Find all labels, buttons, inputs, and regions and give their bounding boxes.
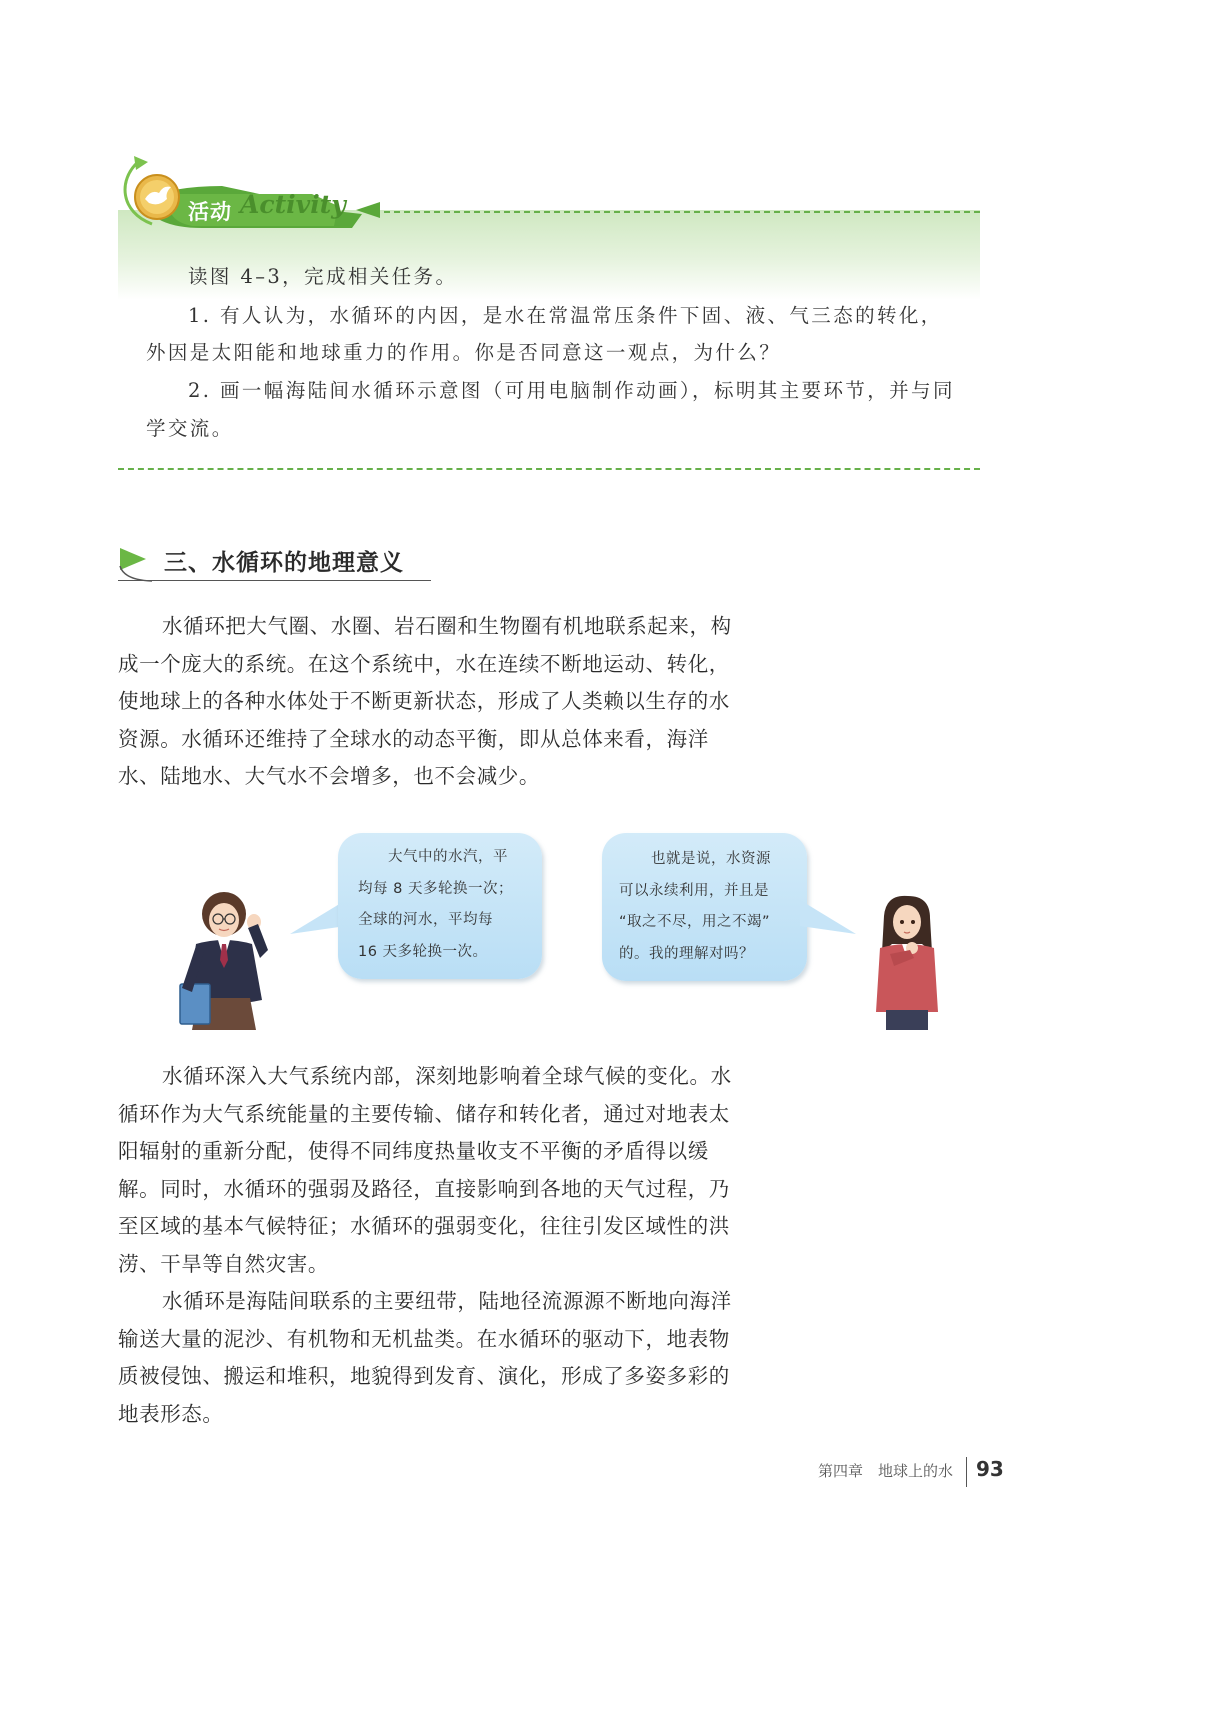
section-title: 三、水循环的地理意义 bbox=[164, 550, 404, 576]
activity-top-divider bbox=[384, 211, 980, 213]
bubble-line: “取之不尽，用之不竭” bbox=[619, 914, 771, 930]
student-bubble-text bbox=[619, 844, 771, 970]
paragraph-line: 解。同时，水循环的强弱及路径，直接影响到各地的天气过程，乃 bbox=[118, 1176, 730, 1201]
paragraph-line: 循环作为大气系统能量的主要传输、储存和转化者，通过对地表太 bbox=[118, 1101, 730, 1126]
paragraph-line: 质被侵蚀、搬运和堆积，地貌得到发育、演化，形成了多姿多彩的 bbox=[118, 1364, 730, 1388]
bubble-line: 大气中的水汽，平 bbox=[388, 849, 508, 865]
paragraph-line: 地表形态。 bbox=[118, 1401, 224, 1426]
activity-item-2-line-2: 学交流。 bbox=[146, 417, 234, 440]
paragraph-line: 水循环是海陆间联系的主要纽带，陆地径流源源不断地向海洋 bbox=[162, 1289, 732, 1313]
paragraph-line: 水、陆地水、大气水不会增多，也不会减少。 bbox=[118, 764, 540, 788]
activity-item-1-line-2: 外因是太阳能和地球重力的作用。你是否同意这一观点，为什么？ bbox=[146, 341, 782, 364]
paragraph-1 bbox=[118, 608, 758, 796]
paragraph-line: 资源。水循环还维持了全球水的动态平衡，即从总体来看，海洋 bbox=[118, 726, 709, 751]
activity-item-2-line-1: 2. 画一幅海陆间水循环示意图（可用电脑制作动画），标明其主要环节，并与同 bbox=[188, 379, 955, 402]
bird-medal-icon bbox=[133, 173, 181, 221]
bubble-line: 可以永续利用，并且是 bbox=[619, 882, 769, 899]
section-swoosh-icon bbox=[118, 566, 158, 584]
paragraph-line: 水循环把大气圈、水圈、岩石圈和生物圈有机地联系起来，构 bbox=[162, 614, 732, 638]
paragraph-3 bbox=[118, 1283, 758, 1433]
student-bubble-tail bbox=[798, 896, 858, 940]
activity-bottom-divider bbox=[118, 468, 980, 470]
bubble-line: 均每 8 天多轮换一次； bbox=[358, 880, 513, 897]
footer-chapter-title: 第四章 地球上的水 bbox=[818, 1462, 954, 1480]
bubble-line: 的。我的理解对吗？ bbox=[619, 945, 754, 962]
activity-item-1-line-1: 1. 有人认为，水循环的内因，是水在常温常压条件下固、液、气三态的转化， bbox=[188, 304, 943, 327]
page-number: 93 bbox=[976, 1457, 1004, 1481]
bubble-line: 16 天多轮换一次。 bbox=[358, 943, 488, 960]
teacher-bubble-text bbox=[358, 842, 513, 968]
paragraph-2 bbox=[118, 1058, 758, 1283]
activity-label-en: Activity bbox=[240, 190, 346, 219]
student-illustration bbox=[868, 892, 946, 1030]
activity-intro: 读图 4–3，完成相关任务。 bbox=[188, 265, 458, 288]
bubble-line: 也就是说，水资源 bbox=[651, 851, 771, 867]
paragraph-line: 输送大量的泥沙、有机物和无机盐类。在水循环的驱动下，地表物 bbox=[118, 1326, 730, 1351]
activity-label-zh: 活动 bbox=[188, 200, 232, 224]
paragraph-line: 成一个庞大的系统。在这个系统中，水在连续不断地运动、转化， bbox=[118, 651, 730, 676]
paragraph-line: 阳辐射的重新分配，使得不同纬度热量收支不平衡的矛盾得以缓 bbox=[118, 1139, 709, 1163]
teacher-illustration bbox=[168, 888, 280, 1030]
section-underline bbox=[118, 580, 431, 581]
paragraph-line: 水循环深入大气系统内部，深刻地影响着全球气候的变化。水 bbox=[162, 1064, 732, 1088]
footer-separator bbox=[966, 1457, 967, 1487]
bubble-line: 全球的河水，平均每 bbox=[358, 912, 493, 928]
paragraph-line: 至区域的基本气候特征；水循环的强弱变化，往往引发区域性的洪 bbox=[118, 1214, 730, 1238]
paragraph-line: 涝、干旱等自然灾害。 bbox=[118, 1251, 329, 1276]
paragraph-line: 使地球上的各种水体处于不断更新状态，形成了人类赖以生存的水 bbox=[118, 689, 730, 713]
